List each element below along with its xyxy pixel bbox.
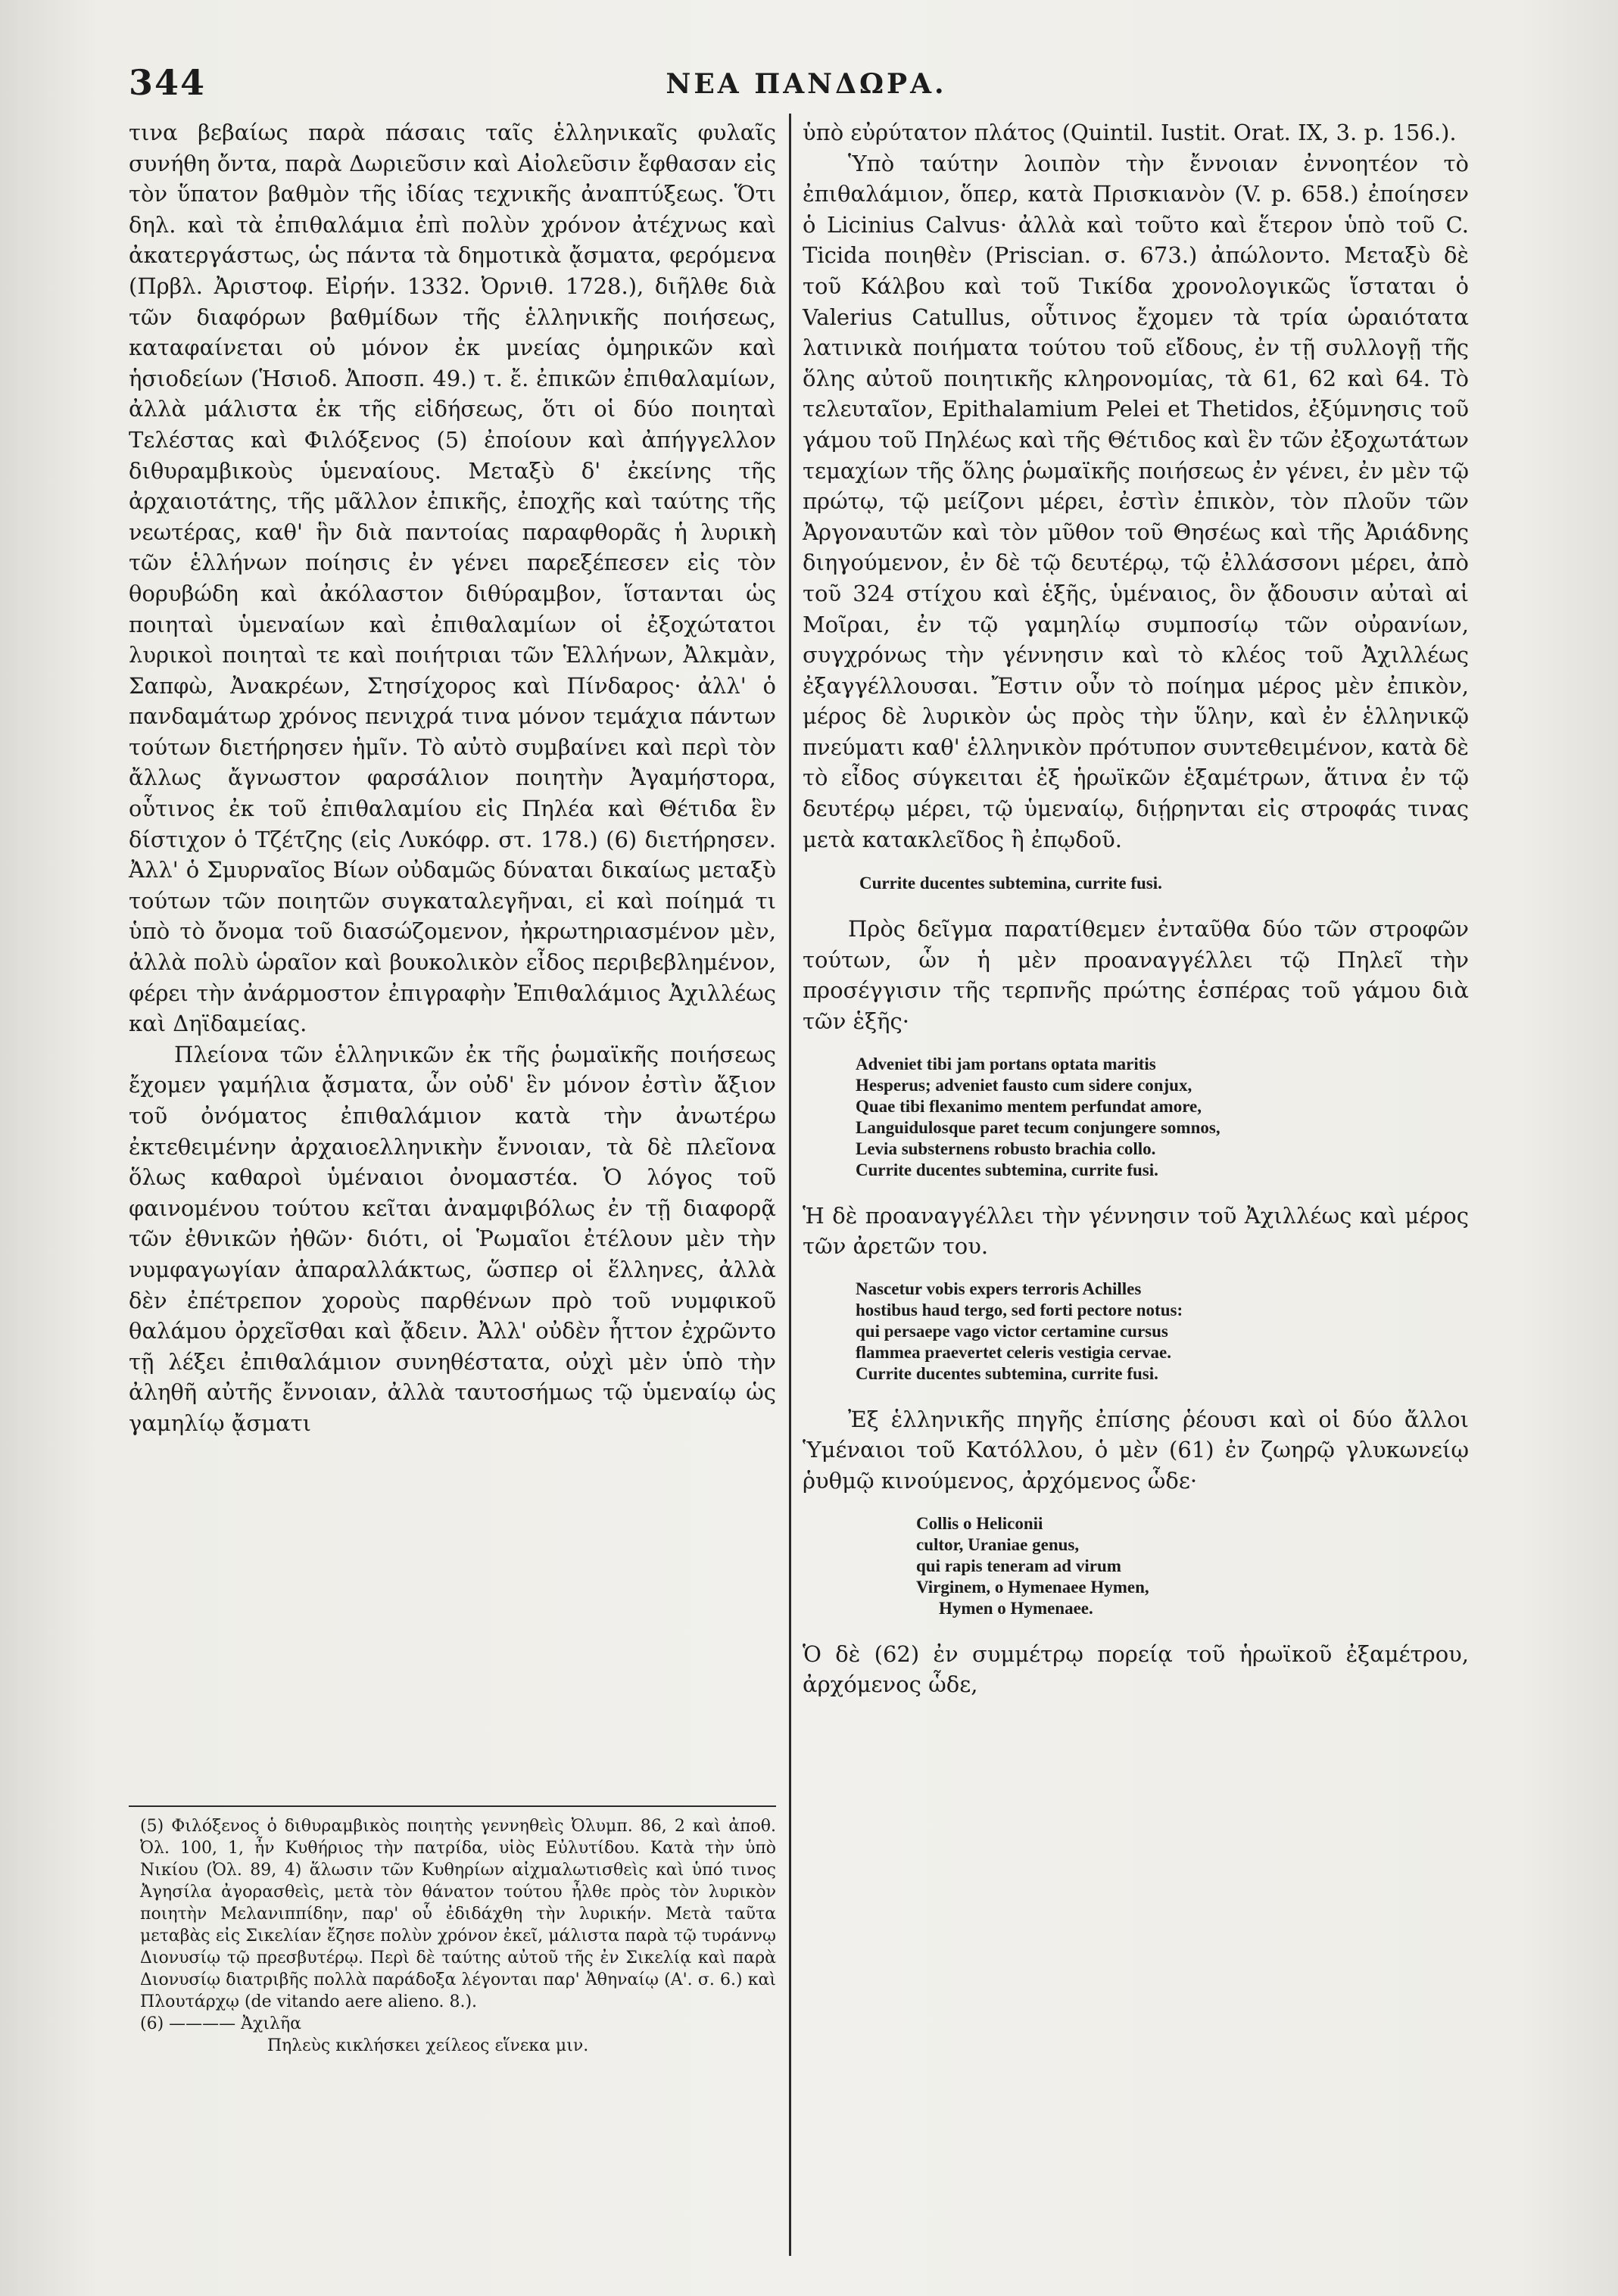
- verse-line: flammea praevertet celeris vestigia cervae.: [856, 1342, 1171, 1362]
- right-paragraph-4: Ἡ δὲ προαναγγέλλει τὴν γέννησιν τοῦ Ἀχιλλέως καὶ μέρος τῶν ἀρετῶν του.: [803, 1202, 1469, 1260]
- verse-line: Currite ducentes subtemina, currite fusi.: [856, 1363, 1158, 1383]
- verse-line: Hesperus; adveniet fausto cum sidere conjux,: [856, 1075, 1192, 1095]
- footnote-6-mark: (6) ———— Ἀχιλῆα: [140, 2014, 301, 2033]
- verse-line: qui persaepe vago victor certamine cursus: [856, 1321, 1168, 1341]
- verse-line: Nascetur vobis expers terroris Achilles: [856, 1279, 1142, 1298]
- verse-line: Adveniet tibi jam portans optata maritis: [856, 1054, 1156, 1073]
- running-title: ΝΕΑ ΠΑΝΔΩΡΑ.: [666, 68, 947, 100]
- right-paragraph-3: Πρὸς δεῖγμα παρατίθεμεν ἐνταῦθα δύο τῶν στροφῶν τούτων, ὧν ἡ μὲν προαναγγέλλει τῷ Πηλεῖ τὴν προσέγγισιν τῆς τερπνῆς πρώτης ἑσπέρας τοῦ γάμου διὰ τῶν ἑξῆς·: [803, 916, 1469, 1035]
- footnote-5: (5) Φιλόξενος ὁ διθυραμβικὸς ποιητὴς γεννηθεὶς Ὀλυμπ. 86, 2 καὶ ἀποθ. Ὀλ. 100, 1, ἦν Κυθήριος τὴν πατρίδα, υἱὸς Εὐλυτίδου. Κατὰ τὴν ὑπὸ Νικίου (Ὀλ. 89, 4) ἅλωσιν τῶν Κυθηρίων αἰχμαλωτισθεὶς καὶ ὑπό τινος Ἀγησίλα ἀγορασθεὶς, μετὰ τὸν θάνατον τούτου ἦλθε πρὸς τὸν λυρικὸν ποιητὴν Μελανιππίδην, παρ' οὗ ἐδιδάχθη τὴν λυρικήν. Μετὰ ταῦτα μεταβὰς εἰς Σικελίαν ἔζησε πολὺν χρόνον ἐκεῖ, μάλιστα παρὰ τῷ τυράννῳ Διονυσίῳ τῷ πρεσβυτέρῳ. Περὶ δὲ ταύτης αὐτοῦ τῆς ἐν Σικελίᾳ καὶ παρὰ Διονυσίῳ διατριβῆς πολλὰ παράδοξα λέγονται παρ' Ἀθηναίῳ (Α'. σ. 6.) καὶ Πλουτάρχῳ (de vitando aere alieno. 8.).: [140, 1817, 776, 2011]
- latin-verse-3: [916, 1513, 1469, 1619]
- verse-line: Collis o Heliconii: [916, 1513, 1043, 1533]
- page-number: 344: [129, 62, 207, 103]
- latin-verse-2: [856, 1279, 1469, 1385]
- verse-line: cultor, Uraniae genus,: [916, 1534, 1080, 1554]
- verse-line: Languidulosque paret tecum conjungere somnos,: [856, 1117, 1221, 1137]
- verse-line: hostibus haud tergo, sed forti pectore notus:: [856, 1300, 1183, 1319]
- verse-line: Levia substernens robusto brachia collo.: [856, 1139, 1156, 1158]
- verse-line: Quae tibi flexanimo mentem perfundat amore,: [856, 1096, 1202, 1116]
- latin-refrain: Currite ducentes subtemina, currite fusi.: [859, 874, 1162, 893]
- page-header: [129, 62, 1484, 107]
- footnote-rule: [129, 1805, 776, 1807]
- right-paragraph-1: ὑπὸ εὐρύτατον πλάτος (Quintil. Iustit. Orat. IX, 3. p. 156.).: [803, 120, 1457, 145]
- left-column: [129, 117, 776, 1439]
- right-column: [803, 117, 1469, 1700]
- left-paragraph-2: Πλείονα τῶν ἑλληνικῶν ἐκ τῆς ῥωμαϊκῆς ποιήσεως ἔχομεν γαμήλια ᾄσματα, ὧν οὐδ' ἓν μόνον ἐστὶν ἄξιον τοῦ ὀνόματος ἐπιθαλάμιον κατὰ τὴν ἀνωτέρω ἐκτεθειμένην ἀρχαιοελληνικὴν ἔννοιαν, τὰ δὲ πλεῖονα ὅλως καθαροὶ ὑμέναιοι ὀνομαστέα. Ὁ λόγος τοῦ φαινομένου τούτου κεῖται ἀναμφιβόλως ἐν τῇ διαφορᾷ τῶν ἐθνικῶν ἠθῶν· διότι, οἱ Ῥωμαῖοι ἐτέλουν μὲν τὴν νυμφαγωγίαν ἀπαραλλάκτως, ὥσπερ οἱ ἕλληνες, ἀλλὰ δὲν ἐπέτρεπον χοροὺς παρθένων πρὸ τοῦ νυμφικοῦ θαλάμου ὀρχεῖσθαι καὶ ᾄδειν. Ἀλλ' οὐδὲν ἧττον ἐχρῶντο τῇ λέξει ἐπιθαλάμιον συνηθέστατα, οὐχὶ μὲν ὑπὸ τὴν ἀληθῆ αὐτῆς ἔννοιαν, ἀλλὰ ταυτοσήμως τῷ ὑμεναίῳ ὡς γαμηλίῳ ᾄσματι: [129, 1041, 776, 1436]
- verse-line: qui rapis teneram ad virum: [916, 1556, 1121, 1575]
- verse-line: Currite ducentes subtemina, currite fusi.: [856, 1160, 1158, 1179]
- right-paragraph-5: Ἐξ ἑλληνικῆς πηγῆς ἐπίσης ῥέουσι καὶ οἱ δύο ἄλλοι Ὑμέναιοι τοῦ Κατόλλου, ὁ μὲν (61) ἐν ζωηρῷ γλυκωνείῳ ῥυθμῷ κινούμενος, ἀρχόμενος ὧδε·: [803, 1406, 1469, 1494]
- column-divider: [789, 114, 791, 2256]
- right-paragraph-2: Ὑπὸ ταύτην λοιπὸν τὴν ἔννοιαν ἐννοητέον τὸ ἐπιθαλάμιον, ὅπερ, κατὰ Πρισκιανὸν (V. p. 658.) ἐποίησεν ὁ Licinius Calvus· ἀλλὰ καὶ τοῦτο καὶ ἕτερον ὑπὸ τοῦ C. Ticida ποιηθὲν (Priscian. σ. 673.) ἀπώλοντο. Μεταξὺ δὲ τοῦ Κάλβου καὶ τοῦ Τικίδα χρονολογικῶς ἵσταται ὁ Valerius Catullus, οὗτινος ἔχομεν τὰ τρία ὡραιότατα λατινικὰ ποιήματα τούτου τοῦ εἴδους, ἐν τῇ συλλογῇ τῆς ὅλης αὐτοῦ ποιητικῆς κληρονομίας, τὰ 61, 62 καὶ 64. Τὸ τελευταῖον, Epithalamium Pelei et Thetidos, ἐξύμνησις τοῦ γάμου τοῦ Πηλέως καὶ τῆς Θέτιδος καὶ ἓν τῶν ἐξοχωτάτων τεμαχίων τῆς ὅλης ῥωμαϊκῆς ποιήσεως ἐν γένει, ἐν μὲν τῷ πρώτῳ, τῷ μείζονι μέρει, ἐστὶν ἐπικὸν, τὸν πλοῦν τῶν Ἀργοναυτῶν καὶ τὸν μῦθον τοῦ Θησέως καὶ τῆς Ἀριάδνης διηγούμενον, ἐν δὲ τῷ δευτέρῳ, τῷ ἐλλάσσονι μέρει, ἀπὸ τοῦ 324 στίχου καὶ ἑξῆς, ὑμέναιος, ὃν ᾄδουσιν αὐταὶ αἱ Μοῖραι, ἐν τῷ γαμηλίῳ συμποσίῳ τῶν οὐρανίων, συγχρόνως τὴν γέννησιν καὶ τὸ κλέος τοῦ Ἀχιλλέως ἐξαγγέλλουσαι. Ἔστιν οὖν τὸ ποίημα μέρος μὲν ἐπικὸν, μέρος δὲ λυρικὸν ὡς πρὸς τὴν ὕλην, καὶ ἐν ἑλληνικῷ πνεύματι καθ' ἑλληνικὸν πρότυπον συντεθειμένον, κατὰ δὲ τὸ εἶδος σύγκειται ἐξ ἡρωϊκῶν ἑξαμέτρων, ἅτινα ἐν τῷ δευτέρῳ μέρει, τῷ ὑμεναίῳ, διῄρηνται εἰς στροφάς τινας μετὰ κατακλεῖδος ἢ ἐπῳδοῦ.: [803, 150, 1469, 852]
- latin-verse-1: [856, 1054, 1469, 1181]
- right-paragraph-6: Ὁ δὲ (62) ἐν συμμέτρῳ πορείᾳ τοῦ ἡρωϊκοῦ ἐξαμέτρου, ἀρχόμενος ὧδε,: [803, 1640, 1469, 1698]
- left-paragraph-1: τινα βεβαίως παρὰ πάσαις ταῖς ἑλληνικαῖς φυλαῖς συνήθη ὄντα, παρὰ Δωριεῦσιν καὶ Αἰολεῦσιν ἔφθασαν εἰς τὸν ὕπατον βαθμὸν τῆς ἰδίας τεχνικῆς ἀναπτύξεως. Ὅτι δηλ. καὶ τὰ ἐπιθαλάμια ἐπὶ πολὺν χρόνον ἀτέχνως καὶ ἀκατεργάστως, ὡς πάντα τὰ δημοτικὰ ᾄσματα, φερόμενα (Πρβλ. Ἀριστοφ. Εἰρήν. 1332. Ὀρνιθ. 1728.), διῆλθε διὰ τῶν διαφόρων βαθμίδων τῆς ἑλληνικῆς ποιήσεως, καταφαίνεται οὐ μόνον ἐκ μνείας ὁμηρικῶν καὶ ἡσιοδείων (Ἡσιοδ. Ἀποσπ. 49.) τ. ἔ. ἐπικῶν ἐπιθαλαμίων, ἀλλὰ μάλιστα ἐκ τῆς εἰδήσεως, ὅτι οἱ δύο ποιηταὶ Τελέστας καὶ Φιλόξενος (5) ἐποίουν καὶ ἀπήγγελλον διθυραμβικοὺς ὑμεναίους. Μεταξὺ δ' ἐκείνης τῆς ἀρχαιοτάτης, τῆς μᾶλλον ἐπικῆς, ἐποχῆς καὶ ταύτης τῆς νεωτέρας, καθ' ἣν διὰ παντοίας παραφθορᾶς ἡ λυρικὴ τῶν ἑλλήνων ποίησις ἐν γένει παρεξέπεσεν εἰς τὸν θορυβώδη καὶ ἀκόλαστον διθύραμβον, ἵστανται ὡς ποιηταὶ ὑμεναίων καὶ ἐπιθαλαμίων οἱ ἐξοχώτατοι λυρικοὶ ποιηταὶ τε καὶ ποιήτριαι τῶν Ἑλλήνων, Ἀλκμὰν, Σαπφὼ, Ἀνακρέων, Στησίχορος καὶ Πίνδαρος· ἀλλ' ὁ πανδαμάτωρ χρόνος πενιχρά τινα μόνον τεμάχια πάντων τούτων διετήρησεν ἡμῖν. Τὸ αὐτὸ συμβαίνει καὶ περὶ τὸν ἄλλως ἄγνωστον φαρσάλιον ποιητὴν Ἀγαμήστορα, οὗτινος ἐκ τοῦ ἐπιθαλαμίου εἰς Πηλέα καὶ Θέτιδα ἓν δίστιχον ὁ Τζέτζης (εἰς Λυκόφρ. στ. 178.) (6) διετήρησεν. Ἀλλ' ὁ Σμυρναῖος Βίων οὐδαμῶς δύναται δικαίως μεταξὺ τούτων τῶν ποιητῶν συγκαταλεγῆναι, εἰ καὶ ποίημά τι ὑπὸ τὸ ὄνομα τοῦ διασώζομενον, ἠκρωτηριασμένον μὲν, ἀλλὰ πολὺ ὡραῖον καὶ βουκολικὸν εἶδος περιβεβλημένον, φέρει τὴν ἀνάρμοστον ἐπιγραφὴν Ἐπιθαλάμιος Ἀχιλλέως καὶ Δηϊδαμείας.: [129, 120, 776, 1037]
- footnote-6-verse: Πηλεὺς κικλήσκει χείλεος εἵνεκα μιν.: [267, 2036, 589, 2055]
- footnotes: [140, 1815, 776, 2057]
- verse-line: Virginem, o Hymenaee Hymen,: [916, 1577, 1149, 1597]
- verse-line: Hymen o Hymenaee.: [939, 1598, 1093, 1618]
